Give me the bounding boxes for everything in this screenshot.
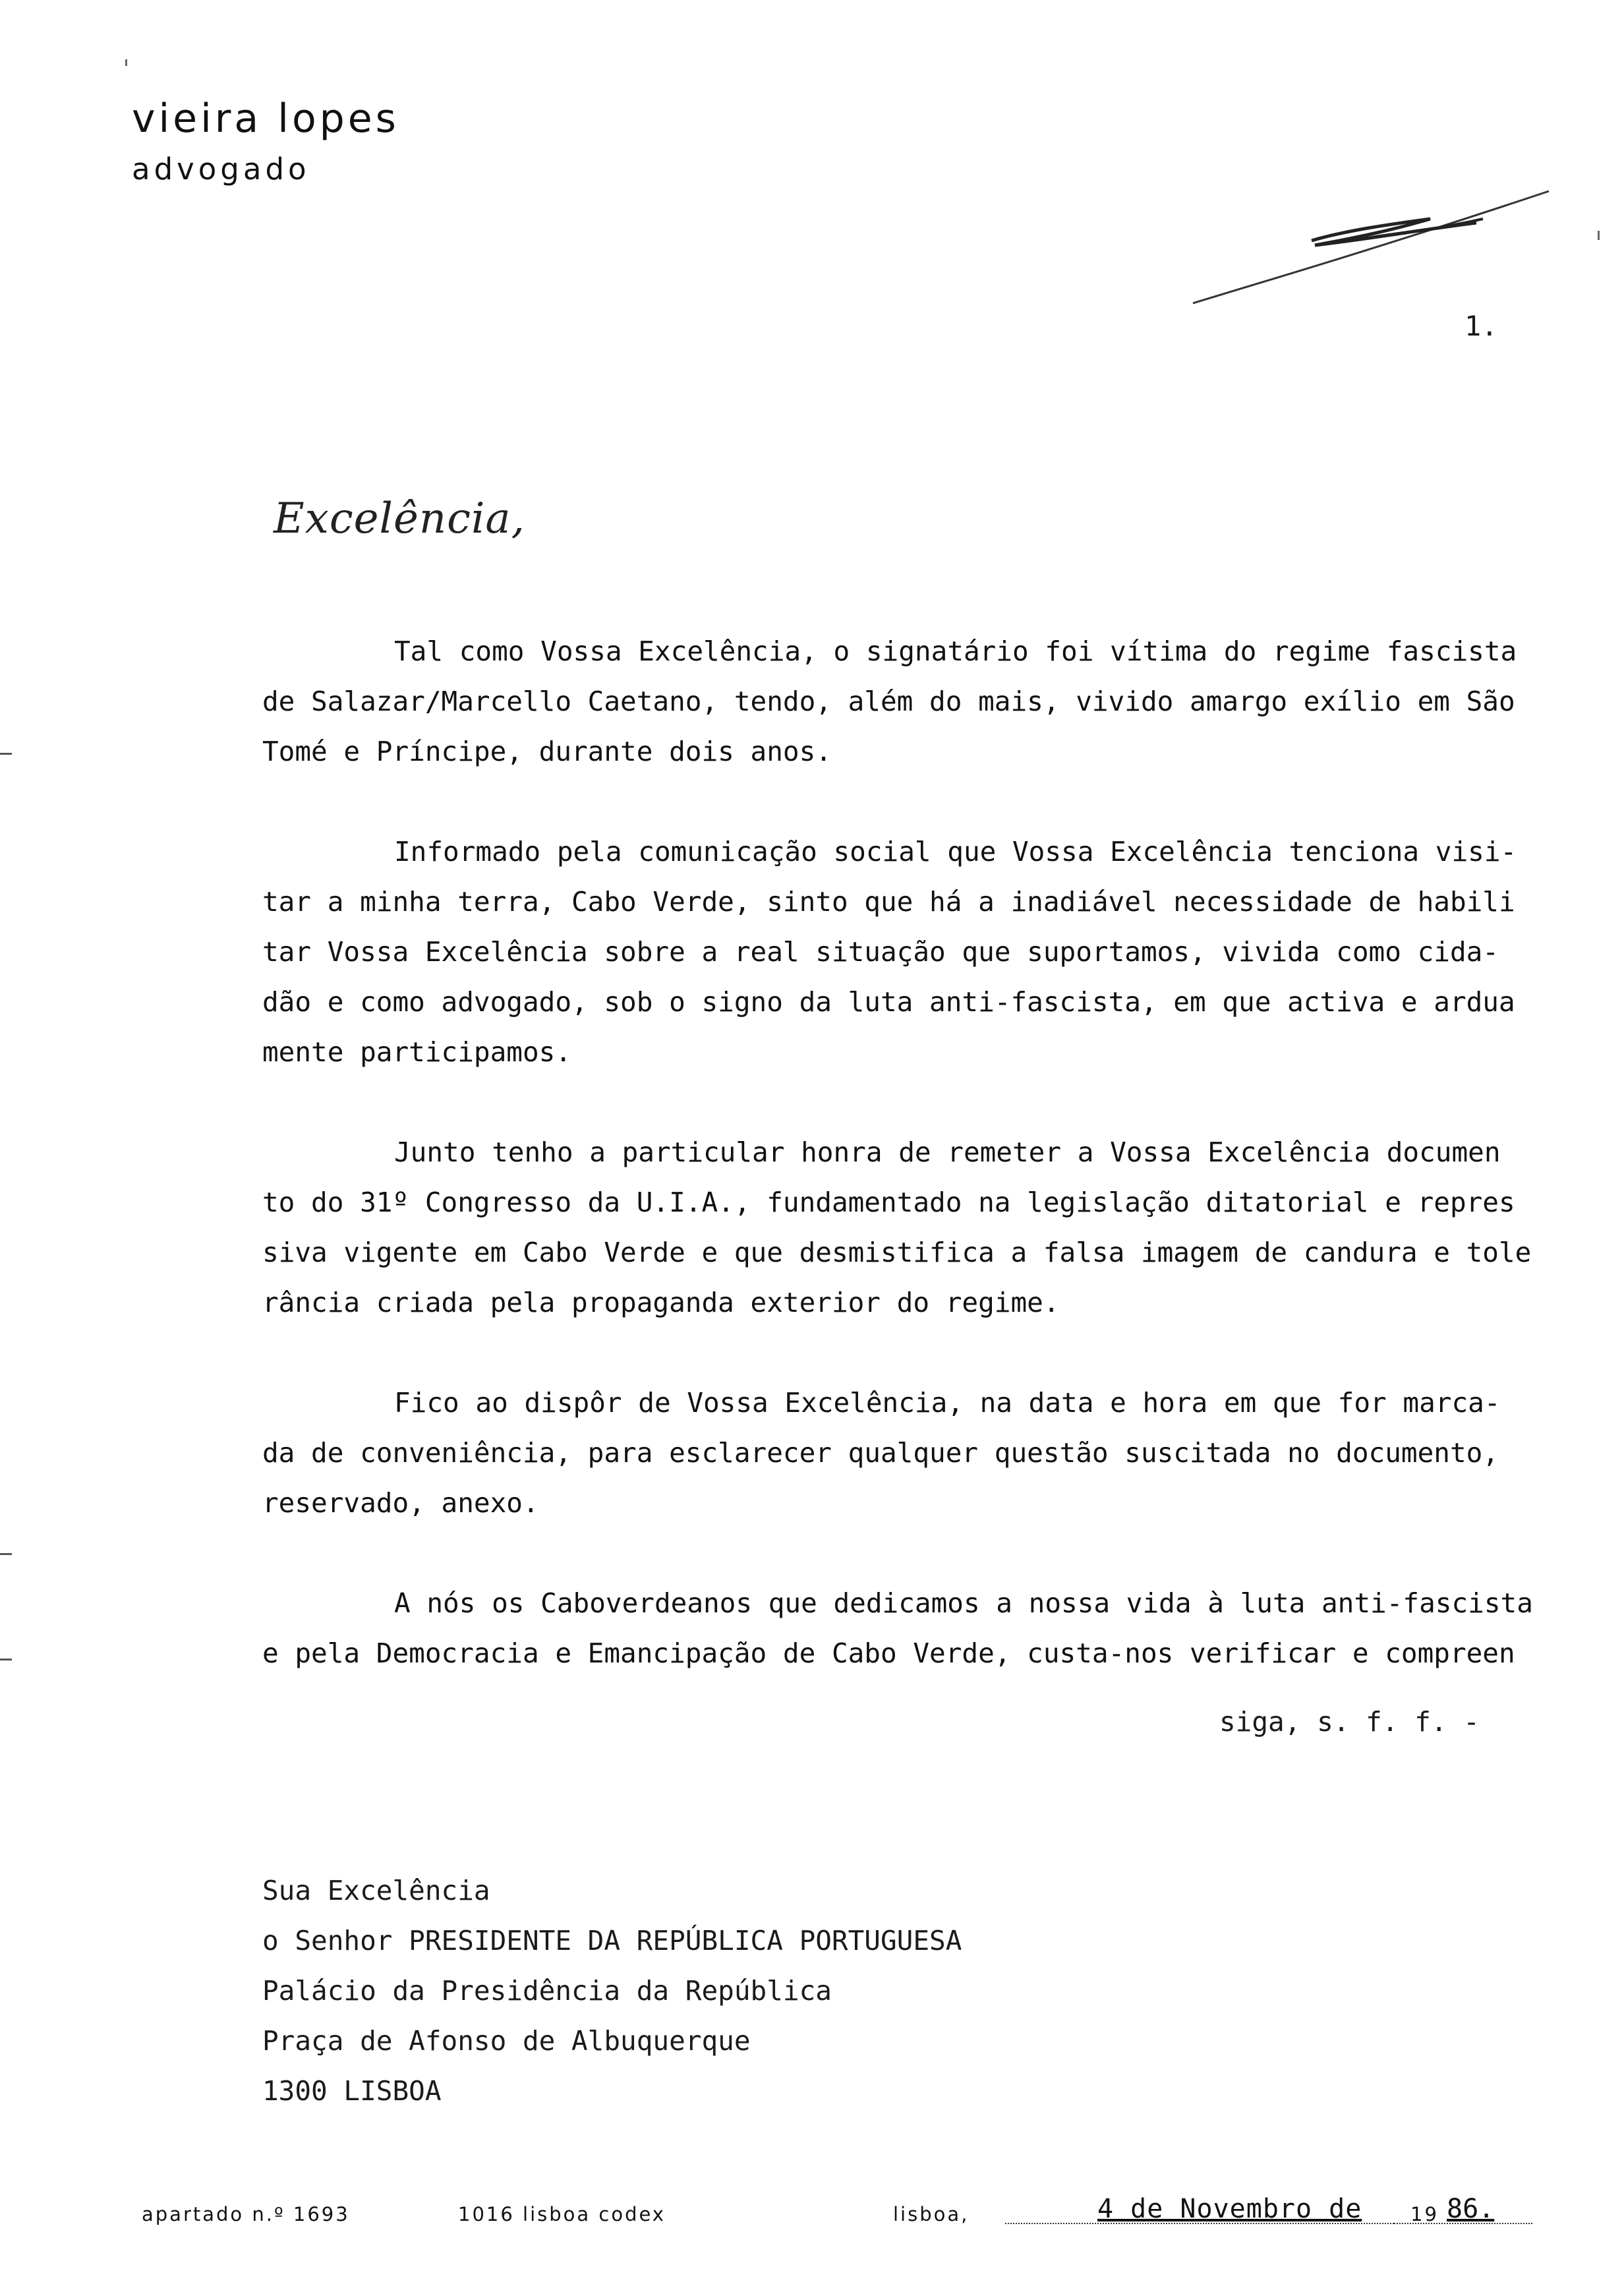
paragraph (262, 626, 1548, 777)
text-line: Fico ao dispôr de Vossa Excelência, na data e hora em que for marca- (394, 1387, 1501, 1419)
page-number: 1. (1464, 310, 1498, 342)
handwritten-initials (1173, 178, 1555, 310)
handwritten-salutation: Excelência, (274, 494, 525, 543)
addressee-block (262, 1866, 962, 2116)
text-line: reservado, anexo. (262, 1487, 539, 1519)
text-line: Informado pela comunicação social que Vossa Excelência tenciona visi- (394, 836, 1517, 868)
city: lisboa, (893, 2203, 970, 2225)
po-box: apartado n.º 1693 (142, 2203, 350, 2225)
addressee-line: Sua Excelência (262, 1875, 490, 1906)
margin-mark (0, 1553, 12, 1555)
addressee-line: 1300 LISBOA (262, 2075, 442, 2107)
continuation-note: siga, s. f. f. - (1219, 1706, 1480, 1738)
paragraph (262, 1378, 1548, 1528)
addressee-line: Palácio da Presidência da República (262, 1975, 832, 2007)
addressee-line: o Senhor PRESIDENTE DA REPÚBLICA PORTUGUESA (262, 1925, 962, 1956)
text-line: rância criada pela propaganda exterior do regime. (262, 1287, 1060, 1318)
date: 4 de Novembro de (1097, 2194, 1362, 2224)
text-line: de Salazar/Marcello Caetano, tendo, além do mais, vivido amargo exílio em São (262, 686, 1515, 717)
speck (125, 59, 127, 66)
addressee-line: Praça de Afonso de Albuquerque (262, 2025, 751, 2057)
text-line: tar a minha terra, Cabo Verde, sinto que há a inadiável necessidade de habili (262, 886, 1515, 918)
text-line: A nós os Caboverdeanos que dedicamos a nossa vida à luta anti-fascista (394, 1587, 1533, 1619)
text-line: e pela Democracia e Emancipação de Cabo Verde, custa-nos verificar e compreen (262, 1637, 1515, 1669)
text-line: tar Vossa Excelência sobre a real situação que suportamos, vivida como cida- (262, 936, 1499, 968)
postal-code: 1016 lisboa codex (458, 2203, 666, 2225)
paragraph (262, 1127, 1548, 1328)
letterhead-profession: advogado (132, 152, 310, 187)
year-prefix: 19 (1410, 2203, 1439, 2225)
text-line: da de conveniência, para esclarecer qualquer questão suscitada no documento, (262, 1437, 1499, 1469)
text-line: dão e como advogado, sob o signo da luta anti-fascista, em que activa e ardua (262, 986, 1515, 1018)
letterhead (132, 96, 399, 187)
text-line: siva vigente em Cabo Verde e que desmistifica a falsa imagem de candura e tole (262, 1237, 1532, 1268)
speck (1598, 231, 1600, 240)
margin-mark (0, 1659, 12, 1661)
text-line: Tal como Vossa Excelência, o signatário foi vítima do regime fascista (394, 635, 1517, 667)
letterhead-name: vieira lopes (132, 96, 399, 142)
text-line: Tomé e Príncipe, durante dois anos. (262, 736, 832, 767)
text-line: mente participamos. (262, 1036, 571, 1068)
paragraph (262, 827, 1548, 1077)
letter-body (262, 626, 1548, 1728)
margin-mark (0, 753, 12, 755)
paragraph (262, 1578, 1548, 1678)
text-line: Junto tenho a particular honra de remeter a Vossa Excelência documen (394, 1136, 1501, 1168)
text-line: to do 31º Congresso da U.I.A., fundamentado na legislação ditatorial e repres (262, 1187, 1515, 1218)
year-suffix: 86. (1447, 2194, 1495, 2224)
